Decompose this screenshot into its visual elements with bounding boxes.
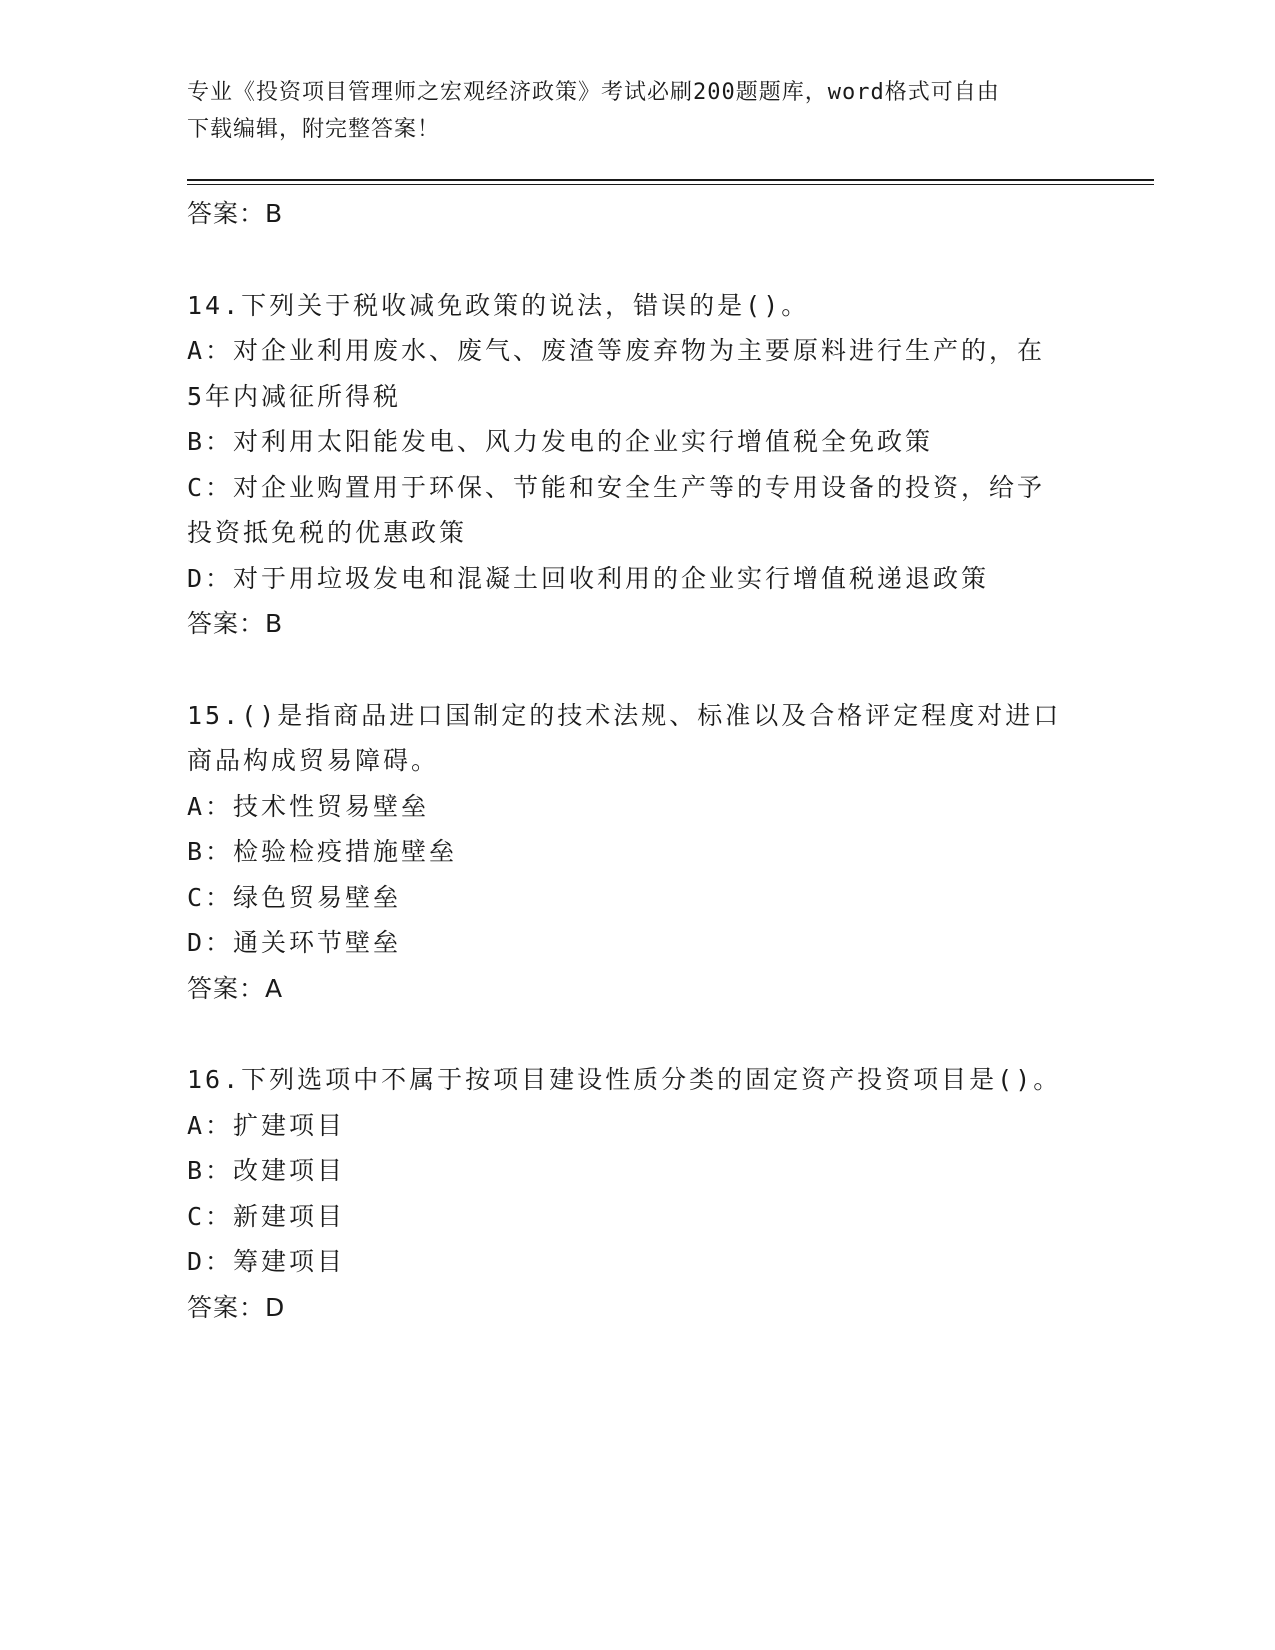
header-divider-thick — [187, 179, 1154, 181]
option-d: D：通关环节壁垒 — [187, 928, 402, 957]
option-c: C：新建项目 — [187, 1201, 346, 1231]
spacer — [187, 237, 1087, 283]
question-list — [187, 191, 1087, 1330]
option-c: C：对企业购置用于环保、节能和安全生产等的专用设备的投资，给予 — [187, 472, 1046, 502]
header-divider-thin — [187, 184, 1154, 185]
question-stem: 14.下列关于税收减免政策的说法，错误的是()。 — [187, 290, 810, 320]
option-a: A：技术性贸易壁垒 — [187, 791, 430, 821]
answer: 答案：D — [187, 1292, 286, 1322]
question-stem: 16.下列选项中不属于按项目建设性质分类的固定资产投资项目是()。 — [187, 1065, 1062, 1094]
question-14 — [187, 283, 1087, 647]
previous-answer: 答案：B — [187, 199, 284, 228]
document-header — [187, 74, 1087, 148]
question-stem-cont: 商品构成贸易障碍。 — [187, 746, 440, 775]
option-c-cont: 投资抵免税的优惠政策 — [187, 518, 468, 547]
answer: 答案：A — [187, 973, 284, 1003]
header-line-1: 专业《投资项目管理师之宏观经济政策》考试必刷200题题库，word格式可自由 — [187, 80, 1000, 105]
option-a-cont: 5年内减征所得税 — [187, 381, 402, 411]
option-a: A：扩建项目 — [187, 1110, 346, 1140]
spacer — [187, 1011, 1087, 1057]
option-d: D：对于用垃圾发电和混凝土回收利用的企业实行增值税递退政策 — [187, 563, 990, 593]
question-stem: 15.()是指商品进口国制定的技术法规、标准以及合格评定程度对进口 — [187, 700, 1062, 730]
option-b: B：对利用太阳能发电、风力发电的企业实行增值税全免政策 — [187, 427, 934, 456]
header-line-2: 下载编辑，附完整答案！ — [187, 117, 441, 142]
option-a: A：对企业利用废水、废气、废渣等废弃物为主要原料进行生产的，在 — [187, 336, 1046, 365]
option-b: B：检验检疫措施壁垒 — [187, 837, 458, 866]
question-16 — [187, 1057, 1087, 1330]
option-c: C：绿色贸易壁垒 — [187, 882, 402, 912]
option-d: D：筹建项目 — [187, 1247, 346, 1276]
option-b: B：改建项目 — [187, 1156, 346, 1185]
question-15 — [187, 693, 1087, 1012]
answer: 答案：B — [187, 609, 284, 638]
spacer — [187, 647, 1087, 693]
